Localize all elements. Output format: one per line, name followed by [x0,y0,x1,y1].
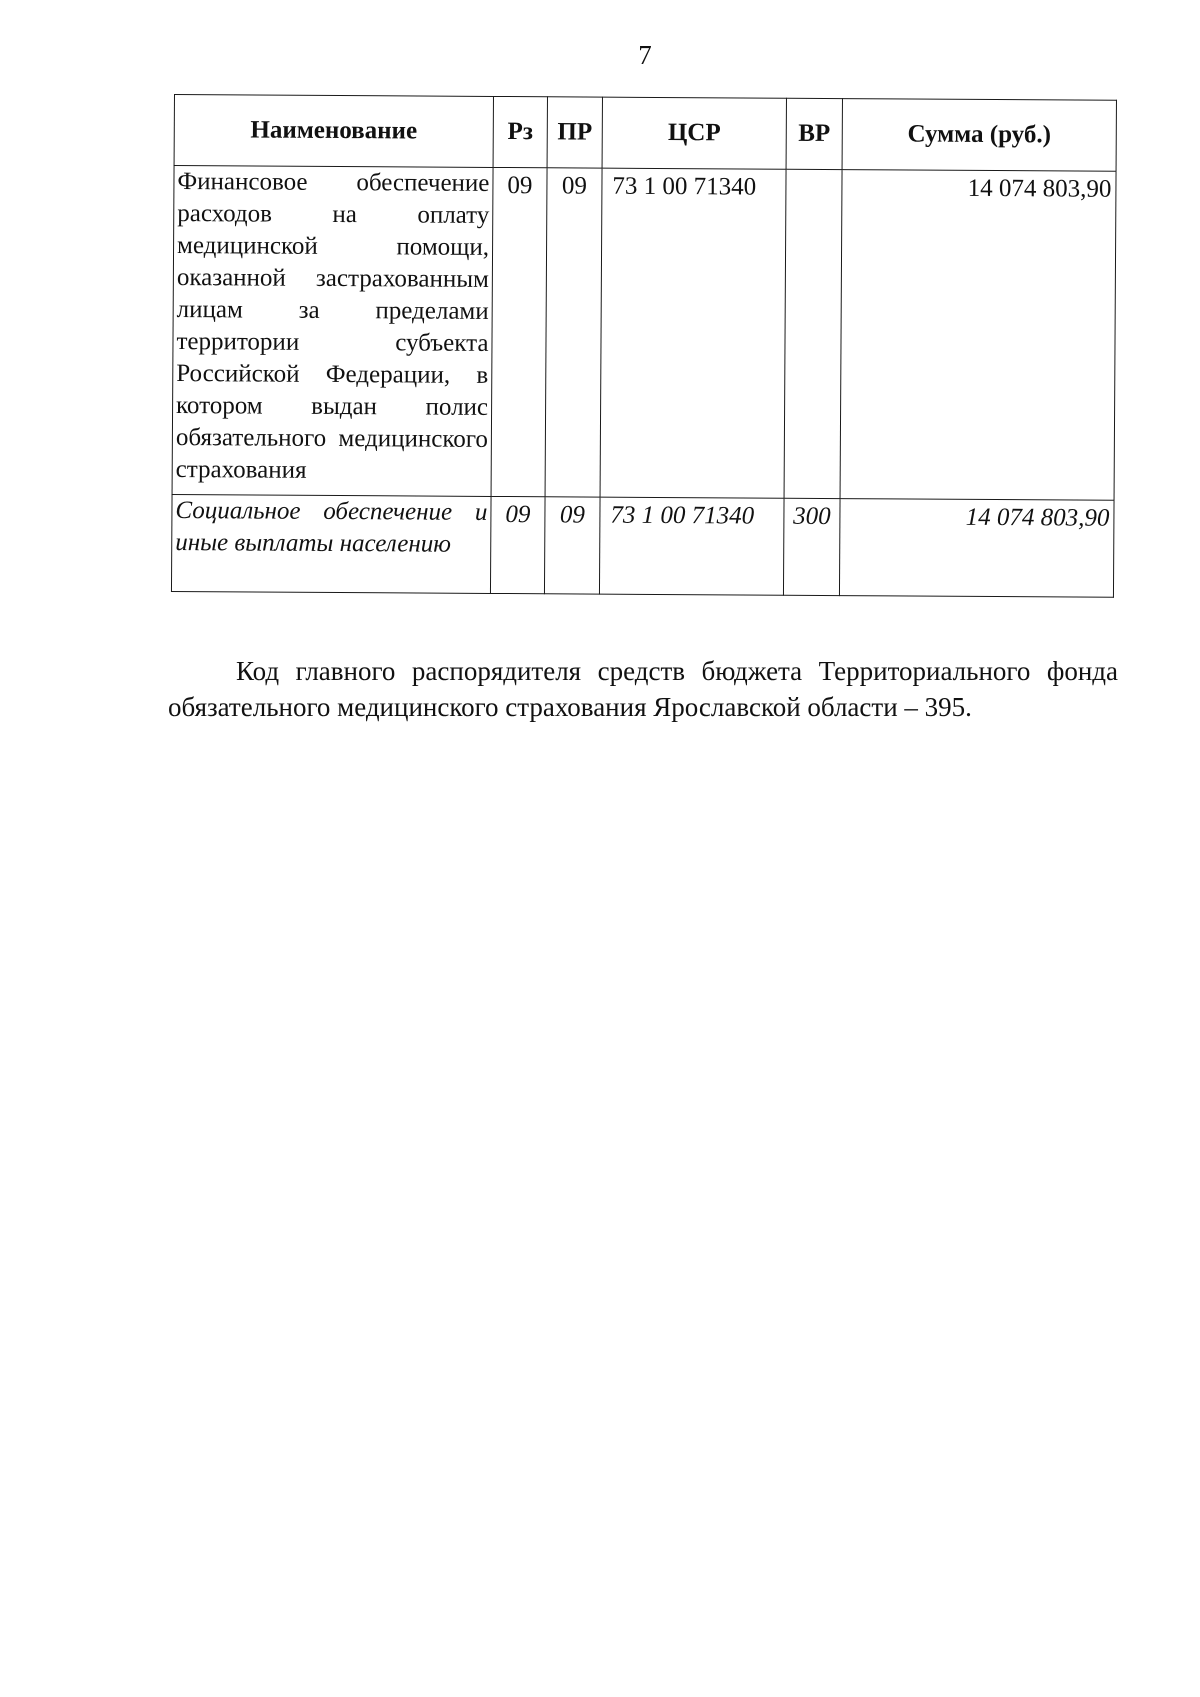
footer-paragraph: Код главного распорядителя средств бюджета Территориального фонда обязательного медицинского страхования Ярославской области – 395. [168,656,1118,722]
row-sum-cell: 14 074 803,90 [839,499,1114,598]
row-rz-cell: 09 [490,496,545,593]
table-header-row [174,95,1116,172]
row-vr-cell [784,169,842,498]
row-sum-cell: 14 074 803,90 [840,170,1116,501]
row-csr-cell: 73 1 00 71340 [600,168,786,498]
budget-table [171,94,1117,598]
row-pr-cell: 09 [544,497,600,594]
row-name-cell: Социальное обеспечение и иные выплаты населению [171,494,491,593]
row-name-cell: Финансовое обеспечение расходов на оплату медицинской помощи, оказанной застрахованным лицам за пределами территории субъекта Российской Федерации, в котором выдан полис обязательного медицинского страхования [172,166,493,497]
header-vr: ВР [786,98,842,169]
table-row [171,494,1114,597]
row-vr-cell: 300 [783,498,840,595]
row-csr-cell: 73 1 00 71340 [599,497,784,595]
header-rz: Рз [493,96,547,167]
header-csr: ЦСР [602,97,786,169]
page-number: 7 [638,40,652,70]
header-pr: ПР [547,97,602,168]
header-sum: Сумма (руб.) [842,99,1116,172]
row-pr-cell: 09 [545,168,602,497]
header-name: Наименование [174,95,493,168]
row-rz-cell: 09 [491,167,547,496]
table-row [172,166,1116,501]
